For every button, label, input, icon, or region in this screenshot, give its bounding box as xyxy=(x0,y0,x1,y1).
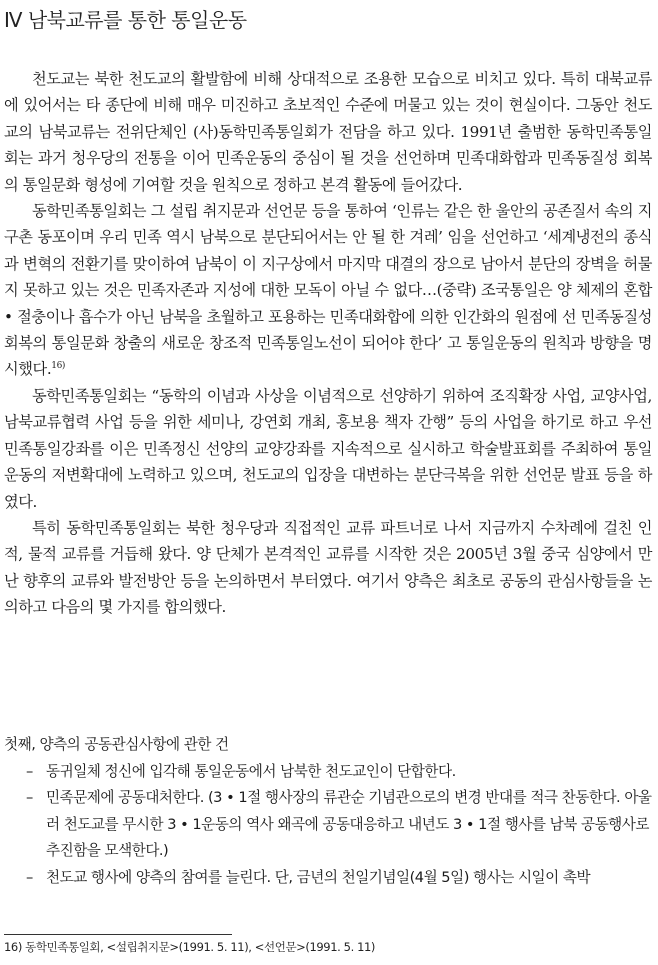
paragraph-2-text: 동학민족통일회는 그 설립 취지문과 선언문 등을 통하여 ‘인류는 같은 한 울안의 공존질서 속의 지구촌 동포이며 우리 민족 역시 남북으로 분단되어서는 안 될 한 겨레’ 임을 선언하고 ‘세계냉전의 종식과 변혁의 전환기를 맞이하여 남북이 이 지구상에서 마지막 대결의 장으로 남아서 분단의 장벽을 허물지 못하고 있는 것은 민족자존과 지성에 대한 모독이 아닐 수 없다…(중략) 조국통일은 양 체제의 혼합 • 절충이나 흡수가 아닌 남북을 초월하고 포용하는 민족대화합에 의한 인간화의 원점에 선 민족동질성 회복의 통일문화 창출의 새로운 창조적 민족통일노선이 되어야 한다’ 고 통일운동의 원칙과 방향을 명시했다. xyxy=(4,202,652,379)
agreement-item-1: – 동귀일체 정신에 입각해 통일운동에서 남북한 천도교인이 단합한다. xyxy=(26,759,652,786)
body-text xyxy=(4,66,652,621)
agreement-title: 첫째, 양측의 공동관심사항에 관한 건 xyxy=(4,736,229,753)
agreement-section xyxy=(4,732,652,892)
footnote-divider xyxy=(4,934,232,935)
footnote-ref-16[interactable]: 16) xyxy=(51,361,66,372)
agreement-item-3: – 천도교 행사에 양측의 참여를 늘린다. 단, 금년의 천일기념일(4월 5일) 행사는 시일이 촉박 xyxy=(26,865,652,892)
paragraph-3: 동학민족통일회는 “동학의 이념과 사상을 이념적으로 선양하기 위하여 조직확장 사업, 교양사업, 남북교류협력 사업 등을 위한 세미나, 강연회 개최, 홍보용 책자 간행” 등의 사업을 하기로 하고 우선 민족통일강좌를 이은 민족정신 선양의 교양강좌를 지속적으로 실시하고 학술발표회를 주최하여 통일운동의 저변확대에 노력하고 있으며, 천도교의 입장을 대변하는 분단극복을 위한 선언문 발표 등을 하였다. xyxy=(4,386,652,511)
paragraph-2 xyxy=(4,198,652,383)
agreement-list xyxy=(4,759,652,892)
agreement-item-2: – 민족문제에 공동대처한다. (3 • 1절 행사장의 류관순 기념관으로의 변경 반대를 적극 찬동한다. 아울러 천도교를 무시한 3 • 1운동의 역사 왜곡에 공동대응하고 내년도 3 • 1절 행사를 남북 공동행사로 추진함을 모색한다.) xyxy=(26,785,652,865)
paragraph-4: 특히 동학민족통일회는 북한 청우당과 직접적인 교류 파트너로 나서 지금까지 수차례에 걸친 인적, 물적 교류를 거듭해 왔다. 양 단체가 본격적인 교류를 시작한 것은 2005년 3월 중국 심양에서 만난 향후의 교류와 발전방안 등을 논의하면서 부터였다. 여기서 양측은 최초로 공동의 관심사항들을 논의하고 다음의 몇 가지를 합의했다. xyxy=(4,518,652,617)
section-heading: Ⅳ 남북교류를 통한 통일운동 xyxy=(4,8,247,32)
footnote-16: 16) 동학민족통일회, <설립취지문>(1991. 5. 11), <선언문>(1991. 5. 11) xyxy=(4,940,375,954)
paragraph-1: 천도교는 북한 천도교의 활발함에 비해 상대적으로 조용한 모습으로 비치고 있다. 특히 대북교류에 있어서는 타 종단에 비해 매우 미진하고 초보적인 수준에 머물고 있는 것이 현실이다. 그동안 천도교의 남북교류는 전위단체인 (사)동학민족통일회가 전담을 하고 있다. 1991년 출범한 동학민족통일회는 과거 청우당의 전통을 이어 민족운동의 중심이 될 것을 선언하며 민족대화합과 민족동질성 회복의 통일문화 형성에 기여할 것을 원칙으로 정하고 본격 활동에 들어갔다. xyxy=(4,70,652,194)
